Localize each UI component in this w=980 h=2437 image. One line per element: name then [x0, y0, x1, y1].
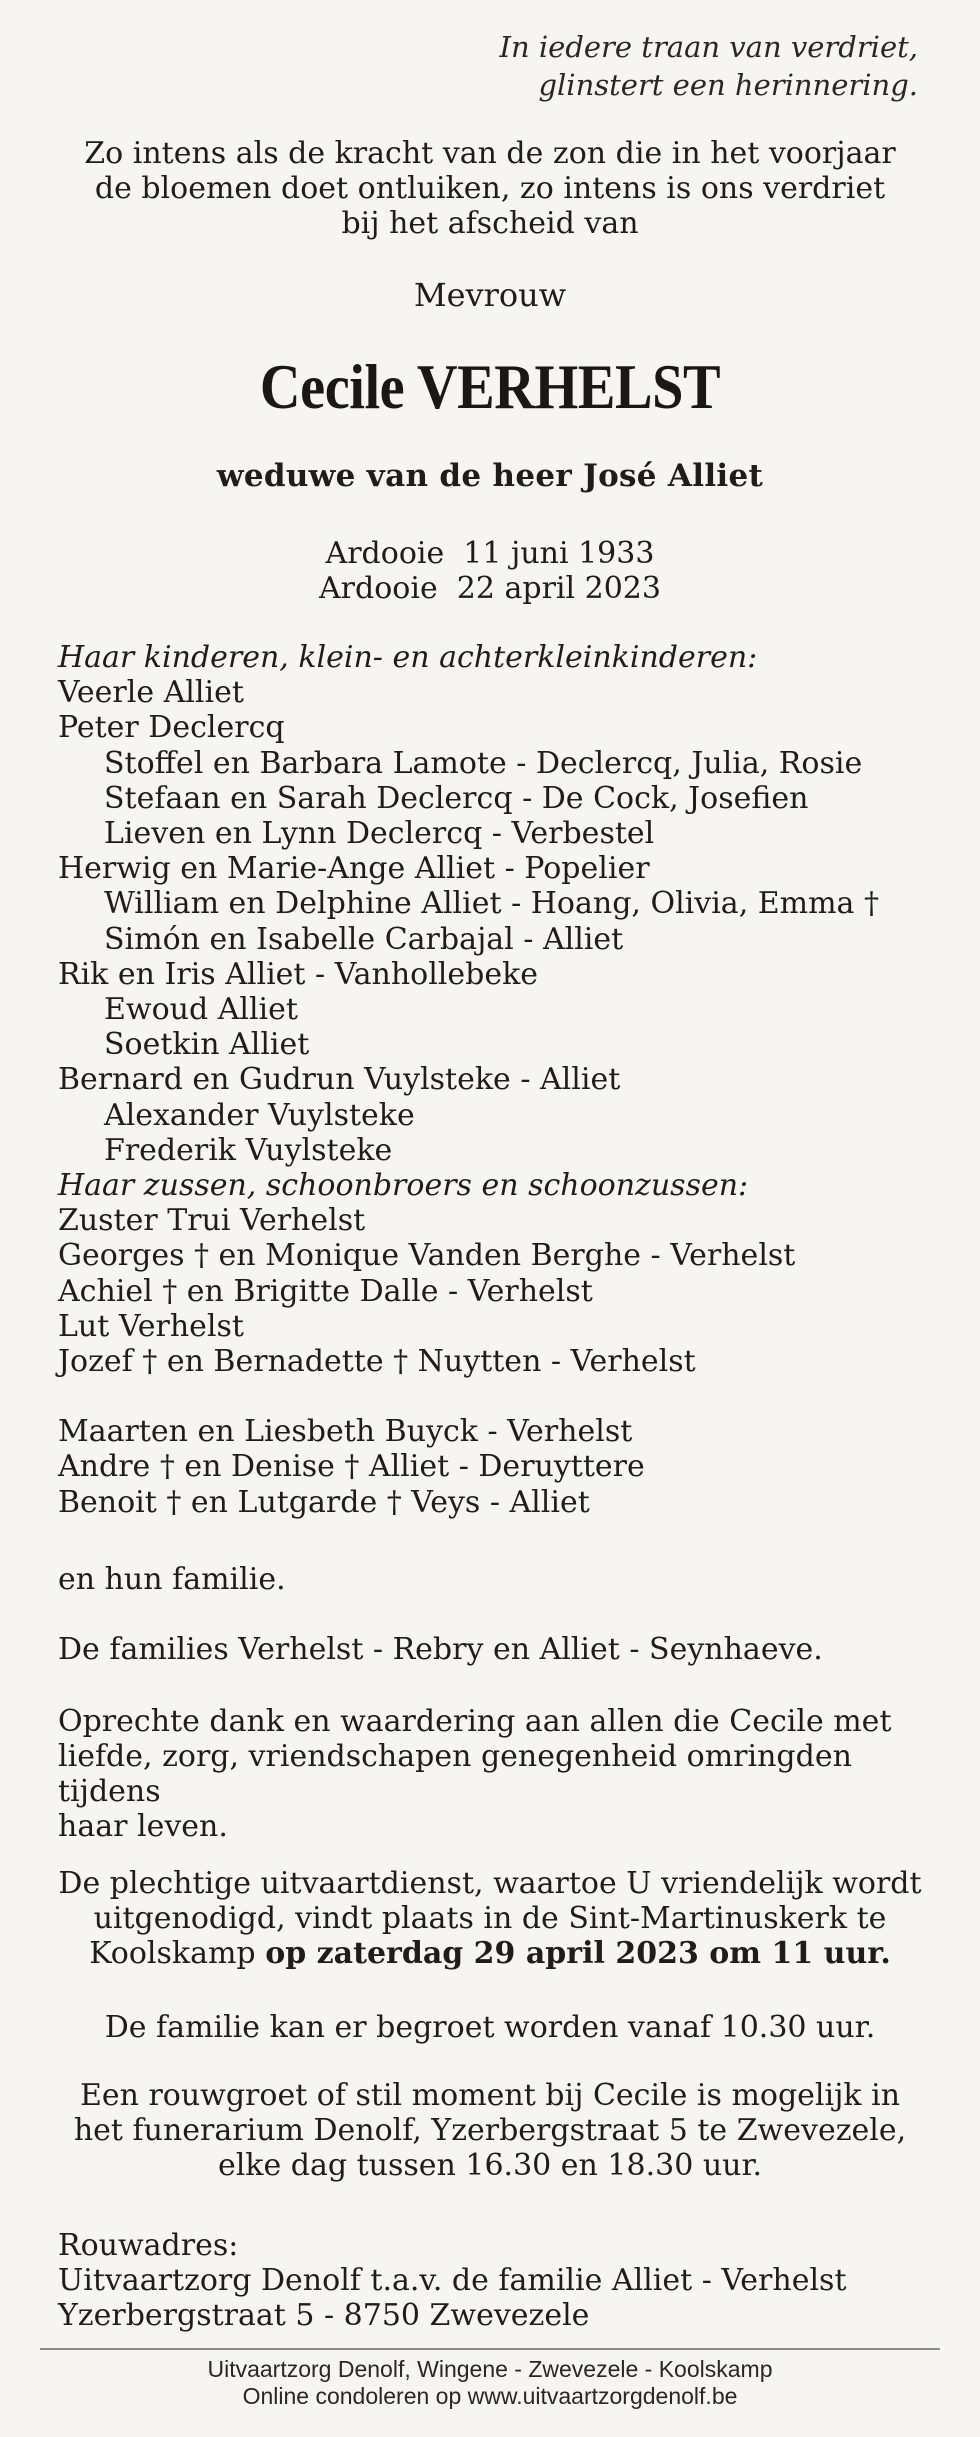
family-spacer	[58, 1379, 879, 1414]
funeral-home-footer	[0, 2356, 980, 2410]
intro-line: Zo intens als de kracht van de zon die in het voorjaar	[84, 136, 896, 171]
thanks-text	[58, 1704, 938, 1844]
thanks-line: liefde, zorg, vriendschapen genegenheid omringden tijdens	[58, 1739, 852, 1809]
rouwgroet-line: het funerarium Denolf, Yzerbergstraat 5 te Zwevezele,	[73, 2113, 907, 2148]
family-member: Ewoud Alliet	[104, 992, 298, 1028]
death-date: Ardooie 22 april 2023	[319, 571, 661, 606]
family-heading: Haar kinderen, klein- en achterkleinkinderen:	[58, 640, 758, 675]
family-member: Stoffel en Barbara Lamote - Declercq, Julia, Rosie	[104, 745, 863, 781]
thanks-line: haar leven.	[58, 1809, 228, 1844]
address-line: Uitvaartzorg Denolf t.a.v. de familie Alliet - Verhelst	[58, 2263, 847, 2298]
footer-line: Online condoleren op www.uitvaartzorgdenolf.be	[242, 2383, 738, 2409]
service-datetime: op zaterdag 29 april 2023 om 11 uur.	[265, 1936, 891, 1971]
family-heading: Haar zussen, schoonbroers en schoonzussen:	[58, 1168, 749, 1204]
family-list	[58, 640, 879, 1520]
condolence-visit	[0, 2078, 980, 2183]
rouwgroet-line: Een rouwgroet of stil moment bij Cecile is mogelijk in	[79, 2078, 901, 2113]
intro-line: de bloemen doet ontluiken, zo intens is ons verdriet	[94, 171, 886, 206]
footer-line: Uitvaartzorg Denolf, Wingene - Zwevezele - Koolskamp	[207, 2356, 773, 2382]
family-member: Stefaan en Sarah Declercq - De Cock, Josefien	[104, 780, 809, 816]
family-member: Maarten en Liesbeth Buyck - Verhelst	[58, 1414, 633, 1450]
motto-line: glinstert een herinnering.	[538, 68, 918, 102]
family-member: Frederik Vuylsteke	[104, 1132, 393, 1168]
family-member: Herwig en Marie-Ange Alliet - Popelier	[58, 851, 650, 887]
family-member: Achiel † en Brigitte Dalle - Verhelst	[58, 1273, 593, 1309]
address-line: Yzerbergstraat 5 - 8750 Zwevezele	[58, 2298, 590, 2333]
footer-divider	[40, 2348, 940, 2350]
family-member: Soetkin Alliet	[104, 1027, 310, 1063]
rouwgroet-line: elke dag tussen 16.30 en 18.30 uur.	[217, 2148, 763, 2183]
birth-date: Ardooie 11 juni 1933	[325, 536, 655, 571]
family-member: William en Delphine Alliet - Hoang, Olivia, Emma †	[104, 886, 879, 922]
families-line: De families Verhelst - Rebry en Alliet - Seynhaeve.	[58, 1632, 823, 1667]
service-place: Koolskamp	[89, 1936, 266, 1971]
family-member: Veerle Alliet	[58, 675, 244, 711]
motto-quote	[500, 28, 918, 104]
family-member: Zuster Trui Verhelst	[58, 1203, 366, 1239]
funeral-service	[0, 1866, 980, 1971]
intro-line: bij het afscheid van	[341, 206, 639, 241]
service-line: uitgenodigd, vindt plaats in de Sint-Martinuskerk te	[93, 1901, 887, 1936]
address-label: Rouwadres:	[58, 2228, 239, 2263]
honorific: Mevrouw	[413, 276, 567, 314]
family-member: Jozef † en Bernadette † Nuytten - Verhelst	[58, 1344, 696, 1380]
family-member: Peter Declercq	[58, 710, 285, 746]
family-member: Benoit † en Lutgarde † Veys - Alliet	[58, 1484, 590, 1520]
family-member: Lut Verhelst	[58, 1308, 244, 1344]
visiting-time: De familie kan er begroet worden vanaf 10.30 uur.	[104, 2010, 876, 2045]
mourning-address	[58, 2228, 847, 2333]
family-member: Alexander Vuylsteke	[104, 1097, 415, 1133]
family-member: Georges † en Monique Vanden Berghe - Verhelst	[58, 1238, 796, 1274]
motto-line: In iedere traan van verdriet,	[499, 30, 918, 64]
family-member: Andre † en Denise † Alliet - Deruyttere	[58, 1449, 645, 1485]
service-line	[0, 1936, 980, 1971]
life-dates	[0, 536, 980, 606]
hun-familie: en hun familie.	[58, 1562, 286, 1597]
service-line: De plechtige uitvaartdienst, waartoe U vriendelijk wordt	[58, 1866, 922, 1901]
widow-of: weduwe van de heer José Alliet	[216, 458, 764, 494]
family-member: Simón en Isabelle Carbajal - Alliet	[104, 921, 624, 957]
thanks-line: Oprechte dank en waardering aan allen die Cecile met	[58, 1704, 892, 1739]
family-member: Bernard en Gudrun Vuylsteke - Alliet	[58, 1062, 621, 1098]
family-member: Rik en Iris Alliet - Vanhollebeke	[58, 956, 539, 992]
intro-text	[0, 136, 980, 241]
family-member: Lieven en Lynn Declercq - Verbestel	[104, 816, 655, 852]
deceased-name: Cecile VERHELST	[259, 351, 721, 422]
